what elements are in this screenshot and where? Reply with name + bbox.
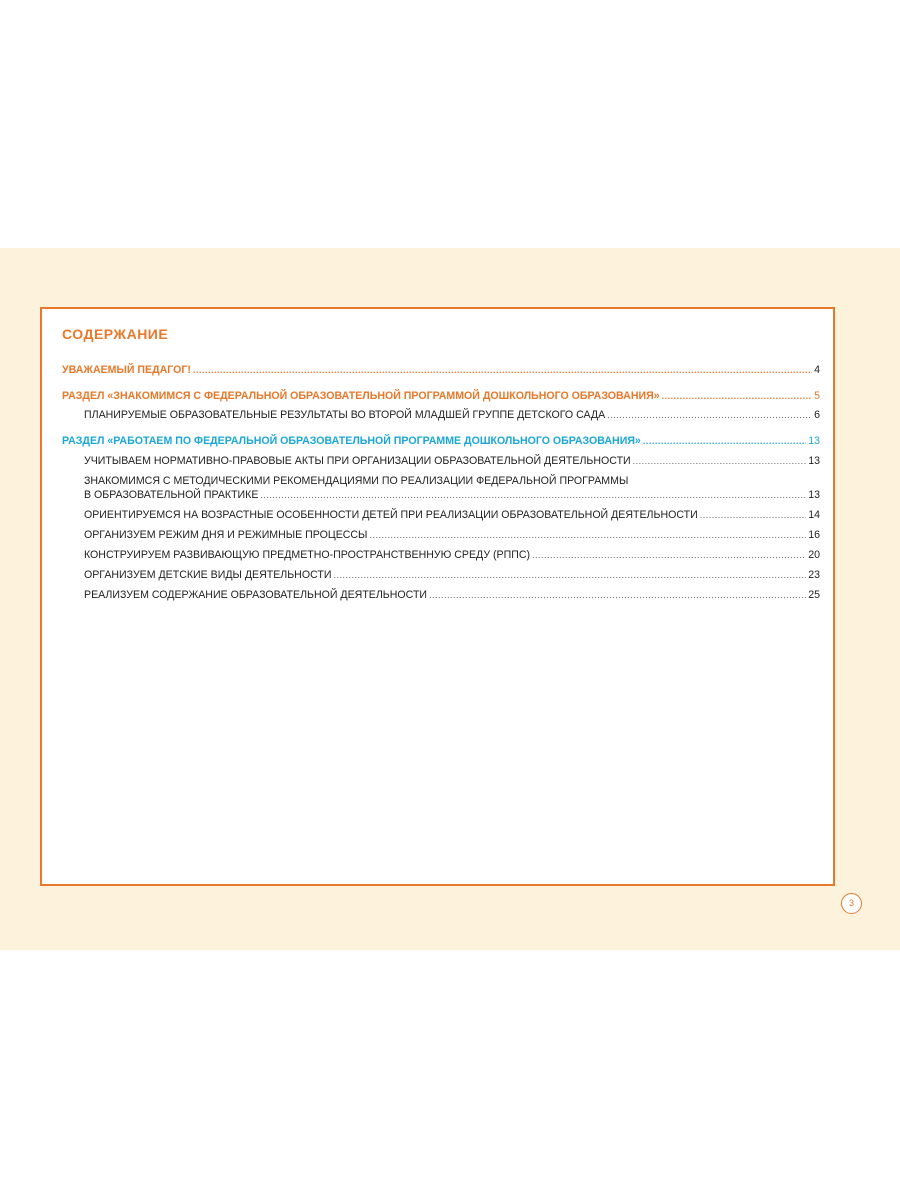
toc-leader-dots	[607, 408, 812, 422]
toc-page-number: 13	[808, 489, 820, 501]
toc-page-number: 20	[808, 549, 820, 561]
toc-page-number: 13	[808, 435, 820, 447]
toc-entry-child-activities[interactable]	[62, 568, 820, 582]
toc-entry-daily-routine[interactable]	[62, 528, 820, 542]
toc-entry-age-features[interactable]	[62, 508, 820, 522]
toc-entry-section-2[interactable]	[62, 434, 820, 448]
toc-page-number: 13	[808, 455, 820, 467]
toc-page-number: 16	[808, 529, 820, 541]
toc-entry-dear-teacher[interactable]	[62, 363, 820, 377]
toc-page-number: 6	[814, 409, 820, 421]
toc-entry-method-recommendations[interactable]	[62, 474, 820, 502]
toc-leader-dots	[700, 508, 806, 522]
toc-entry-educational-content[interactable]	[62, 588, 820, 602]
toc-leader-dots	[633, 454, 807, 468]
toc-entry-label: УЧИТЫВАЕМ НОРМАТИВНО-ПРАВОВЫЕ АКТЫ ПРИ ОРГАНИЗАЦИИ ОБРАЗОВАТЕЛЬНОЙ ДЕЯТЕЛЬНОСТИ	[84, 455, 631, 467]
table-of-contents	[40, 307, 835, 886]
toc-title: СОДЕРЖАНИЕ	[62, 326, 169, 342]
toc-list	[62, 363, 820, 602]
toc-leader-dots	[333, 568, 806, 582]
toc-entry-legal-acts[interactable]	[62, 454, 820, 468]
toc-entry-label: УВАЖАЕМЫЙ ПЕДАГОГ!	[62, 364, 191, 376]
toc-entry-label: ОРГАНИЗУЕМ РЕЖИМ ДНЯ И РЕЖИМНЫЕ ПРОЦЕССЫ	[84, 529, 368, 541]
toc-entry-label-line1: ЗНАКОМИМСЯ С МЕТОДИЧЕСКИМИ РЕКОМЕНДАЦИЯМИ ПО РЕАЛИЗАЦИИ ФЕДЕРАЛЬНОЙ ПРОГРАММЫ	[84, 475, 629, 487]
toc-page-number: 14	[808, 509, 820, 521]
toc-entry-label: РАЗДЕЛ «ЗНАКОМИМСЯ С ФЕДЕРАЛЬНОЙ ОБРАЗОВАТЕЛЬНОЙ ПРОГРАММОЙ ДОШКОЛЬНОГО ОБРАЗОВАНИЯ»	[62, 390, 660, 402]
toc-leader-dots	[369, 528, 806, 542]
toc-leader-dots	[429, 588, 806, 602]
toc-entry-label: ПЛАНИРУЕМЫЕ ОБРАЗОВАТЕЛЬНЫЕ РЕЗУЛЬТАТЫ ВО ВТОРОЙ МЛАДШЕЙ ГРУППЕ ДЕТСКОГО САДА	[84, 409, 606, 421]
toc-leader-dots	[193, 363, 812, 377]
toc-entry-label: РАЗДЕЛ «РАБОТАЕМ ПО ФЕДЕРАЛЬНОЙ ОБРАЗОВАТЕЛЬНОЙ ПРОГРАММЕ ДОШКОЛЬНОГО ОБРАЗОВАНИЯ»	[62, 435, 641, 447]
toc-page-number: 23	[808, 569, 820, 581]
toc-entry-label: РЕАЛИЗУЕМ СОДЕРЖАНИЕ ОБРАЗОВАТЕЛЬНОЙ ДЕЯТЕЛЬНОСТИ	[84, 589, 428, 601]
toc-entry-planned-results[interactable]	[62, 408, 820, 422]
toc-entry-label: КОНСТРУИРУЕМ РАЗВИВАЮЩУЮ ПРЕДМЕТНО-ПРОСТРАНСТВЕННУЮ СРЕДУ (РППС)	[84, 549, 531, 561]
toc-leader-dots	[532, 548, 806, 562]
toc-entry-label: ОРГАНИЗУЕМ ДЕТСКИЕ ВИДЫ ДЕЯТЕЛЬНОСТИ	[84, 569, 332, 581]
toc-entry-label-line2: В ОБРАЗОВАТЕЛЬНОЙ ПРАКТИКЕ	[84, 489, 259, 501]
toc-leader-dots	[643, 434, 806, 448]
toc-page-number: 4	[814, 364, 820, 376]
toc-page-number: 5	[814, 390, 820, 402]
toc-page-number: 25	[808, 589, 820, 601]
page-number-badge: 3	[841, 893, 862, 914]
toc-entry-section-1[interactable]	[62, 389, 820, 403]
toc-entry-label: ОРИЕНТИРУЕМСЯ НА ВОЗРАСТНЫЕ ОСОБЕННОСТИ ДЕТЕЙ ПРИ РЕАЛИЗАЦИИ ОБРАЗОВАТЕЛЬНОЙ ДЕЯТЕЛЬНОСТИ	[84, 509, 698, 521]
toc-entry-rpps[interactable]	[62, 548, 820, 562]
toc-leader-dots	[260, 488, 806, 502]
toc-leader-dots	[662, 389, 812, 403]
